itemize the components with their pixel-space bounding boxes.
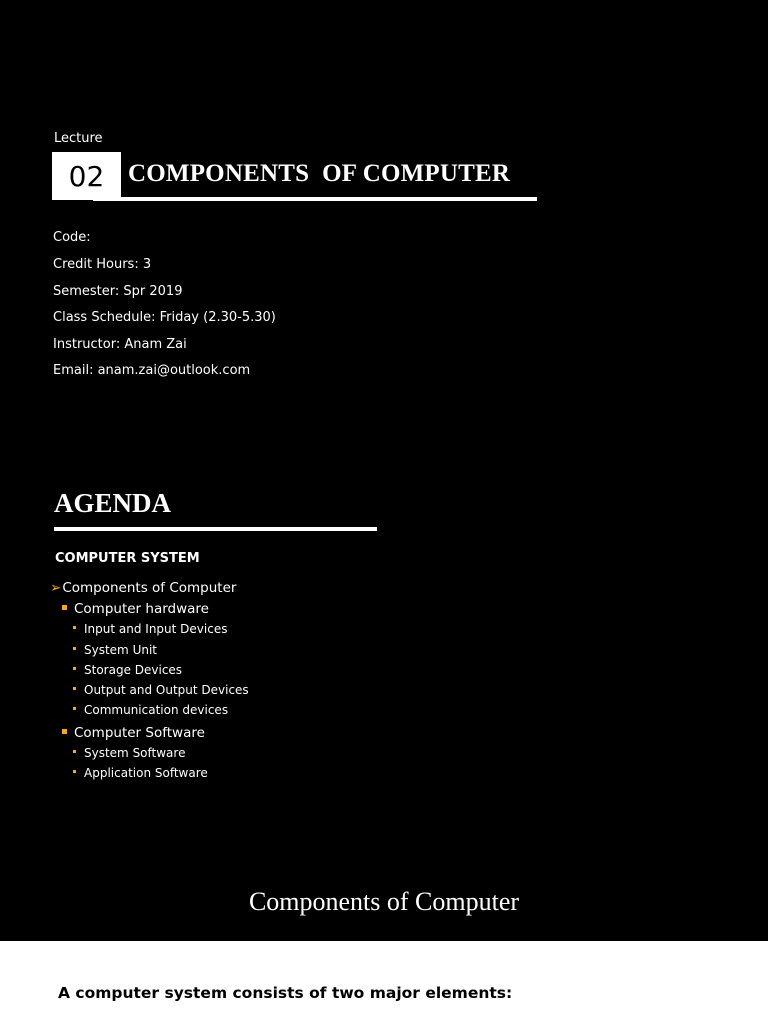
list-item: Output and Output Devices	[73, 683, 249, 697]
square-bullet-icon	[73, 647, 76, 650]
title-underline	[93, 197, 537, 201]
info-credit-hours: Credit Hours: 3	[53, 257, 152, 272]
white-slide	[0, 941, 768, 1024]
square-bullet-icon	[62, 605, 67, 610]
info-instructor: Instructor: Anam Zai	[53, 337, 187, 352]
square-bullet-icon	[73, 626, 76, 629]
section-heading: COMPUTER SYSTEM	[55, 551, 200, 566]
list-item: Input and Input Devices	[73, 622, 227, 636]
agenda-title: AGENDA	[54, 488, 172, 518]
square-bullet-icon	[73, 687, 76, 690]
list-item: Computer hardware	[62, 601, 209, 617]
info-email: Email: anam.zai@outlook.com	[53, 363, 251, 378]
list-item: ➢Components of Computer	[50, 580, 237, 596]
slide3-title: Components of Computer	[248, 887, 520, 916]
arrow-bullet-icon: ➢	[50, 580, 62, 596]
square-bullet-icon	[73, 707, 76, 710]
list-item: Storage Devices	[73, 663, 182, 677]
list-item: Application Software	[73, 766, 208, 780]
square-bullet-icon	[73, 750, 76, 753]
lecture-number-box	[52, 152, 121, 200]
lecture-label: Lecture	[54, 131, 103, 146]
square-bullet-icon	[73, 667, 76, 670]
list-item: Computer Software	[62, 725, 205, 741]
info-semester: Semester: Spr 2019	[53, 284, 183, 299]
lecture-number: 02	[68, 159, 105, 193]
slide-title: COMPONENTS OF COMPUTER	[128, 160, 511, 187]
list-item: Communication devices	[73, 703, 228, 717]
agenda-underline	[54, 527, 377, 531]
list-item: System Unit	[73, 643, 157, 657]
info-class-schedule: Class Schedule: Friday (2.30-5.30)	[53, 310, 276, 325]
info-code: Code:	[53, 230, 91, 245]
square-bullet-icon	[62, 729, 67, 734]
slide4-text: A computer system consists of two major elements:	[58, 984, 513, 1002]
square-bullet-icon	[73, 770, 76, 773]
list-item: System Software	[73, 746, 185, 760]
